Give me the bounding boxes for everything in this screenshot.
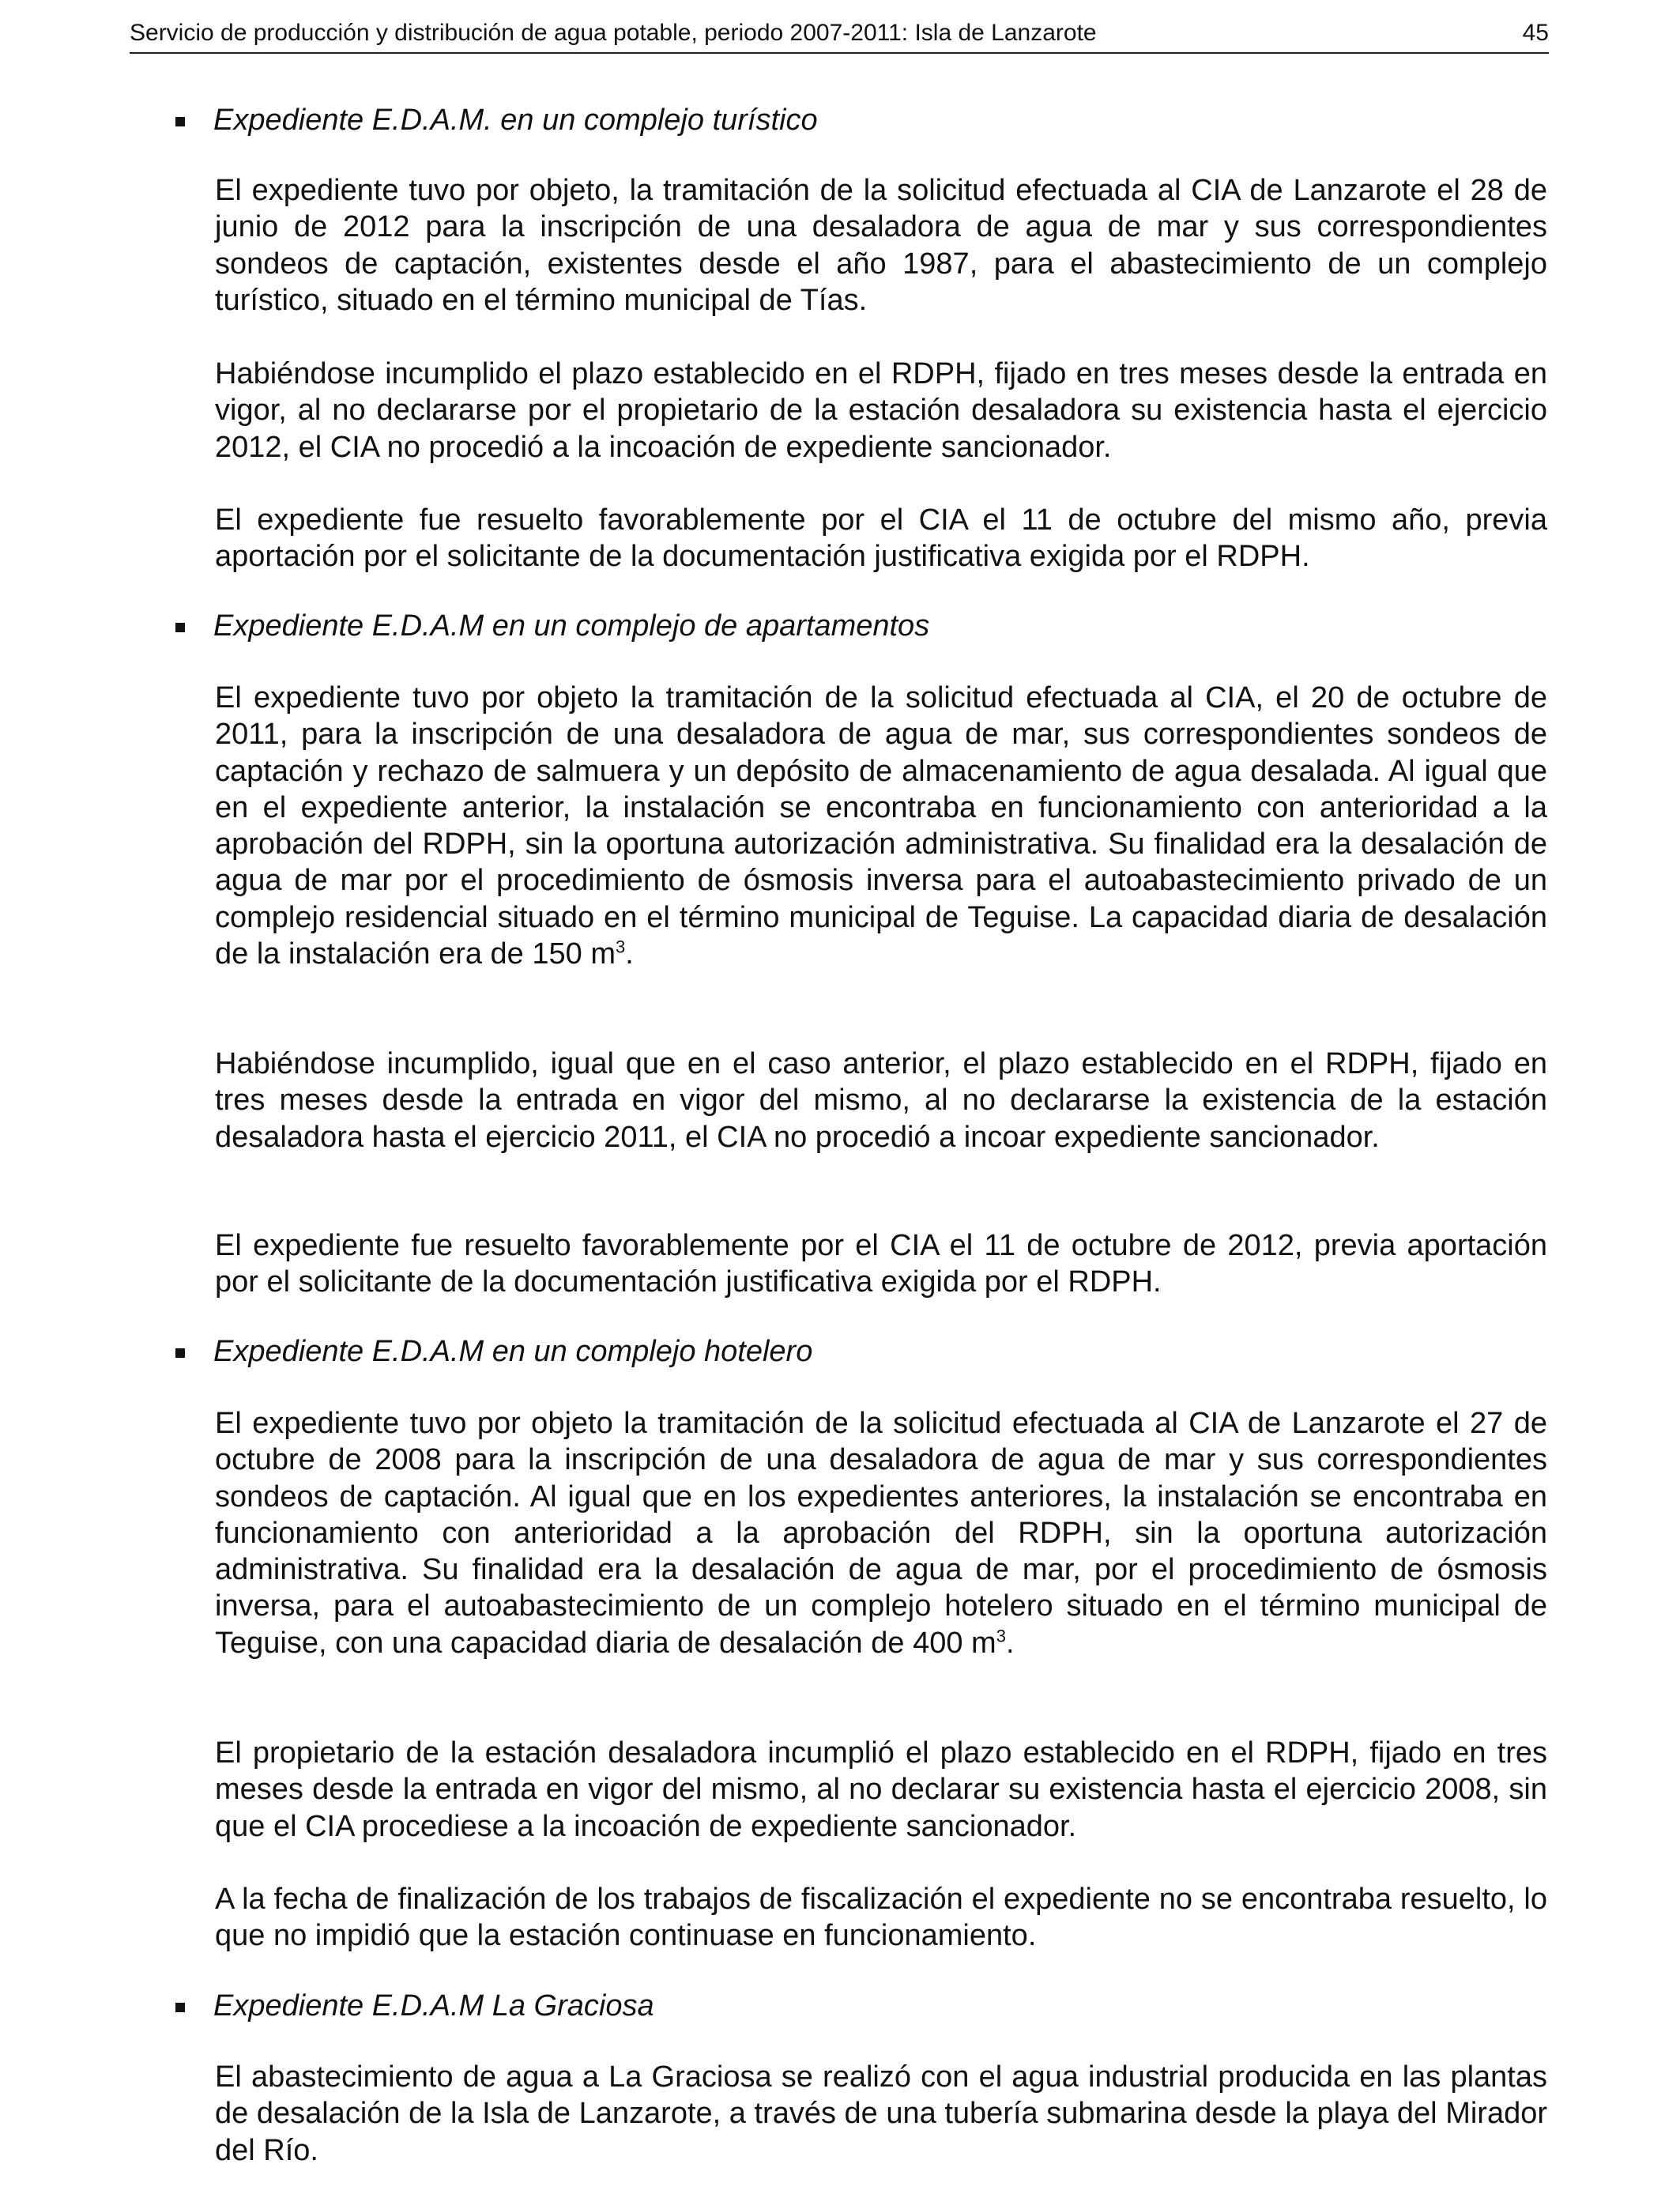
bullet-square-icon: [175, 1348, 185, 1358]
bullet-square-icon: [175, 623, 185, 632]
paragraph: El expediente fue resuelto favorablemente por el CIA el 11 de octubre de 2012, previa aportación por el solicitante de la documentación justificativa exigida por el RDPH.: [215, 1229, 1547, 1299]
running-title: Servicio de producción y distribución de agua potable, periodo 2007-2011: Isla de Lanzarote: [130, 20, 1097, 46]
paragraph: Habiéndose incumplido, igual que en el caso anterior, el plazo establecido en el RDPH, fijado en tres meses desde la entrada en vigor del mismo, al no declararse la existencia de la estación desaladora hasta el ejercicio 2011, el CIA no procedió a incoar expediente sancionador.: [215, 1047, 1547, 1154]
paragraph-text: El expediente tuvo por objeto la tramitación de la solicitud efectuada al CIA de Lanzarote el 27 de octubre de 2008 para la inscripción de una desaladora de agua de mar y sus correspondientes sondeos de captación. Al igual que en los expedientes anteriores, la instalación se encontraba en funcionamiento con anterioridad a la aprobación del RDPH, sin la oportuna autorización administrativa. Su finalidad era la desalación de agua de mar, por el procedimiento de ósmosis inversa, para el autoabastecimiento de un complejo hotelero situado en el término municipal de Teguise, con una capacidad diaria de desalación de 400 m: [215, 1407, 1547, 1660]
paragraph: A la fecha de finalización de los trabajos de fiscalización el expediente no se encontraba resuelto, lo que no impidió que la estación continuase en funcionamiento.: [215, 1883, 1547, 1953]
section-heading: Expediente E.D.A.M en un complejo hotelero: [213, 1335, 813, 1368]
section-heading: Expediente E.D.A.M en un complejo de apartamentos: [213, 609, 930, 643]
paragraph-trail: .: [1005, 1626, 1015, 1660]
bullet-square-icon: [175, 117, 185, 126]
section-heading: Expediente E.D.A.M. en un complejo turístico: [213, 104, 818, 137]
paragraph: [215, 680, 1547, 972]
paragraph: El propietario de la estación desaladora incumplió el plazo establecido en el RDPH, fijado en tres meses desde la entrada en vigor del mismo, al no declarar su existencia hasta el ejercicio 2008, sin que el CIA procediese a la incoación de expediente sancionador.: [215, 1736, 1547, 1843]
paragraph-text: El expediente tuvo por objeto la tramitación de la solicitud efectuada al CIA, el 20 de octubre de 2011, para la inscripción de una desaladora de agua de mar, sus correspondientes sondeos de captación y rechazo de salmuera y un depósito de almacenamiento de agua desalada. Al igual que en el expediente anterior, la instalación se encontraba en funcionamiento con anterioridad a la aprobación del RDPH, sin la oportuna autorización administrativa. Su finalidad era la desalación de agua de mar por el procedimiento de ósmosis inversa para el autoabastecimiento privado de un complejo residencial situado en el término municipal de Teguise. La capacidad diaria de desalación de la instalación era de 150 m: [215, 681, 1547, 971]
paragraph: El expediente tuvo por objeto, la tramitación de la solicitud efectuada al CIA de Lanzarote el 28 de junio de 2012 para la inscripción de una desaladora de agua de mar y sus correspondientes sondeos de captación, existentes desde el año 1987, para el abastecimiento de un complejo turístico, situado en el término municipal de Tías.: [215, 174, 1547, 317]
page-number: 45: [1522, 20, 1549, 46]
paragraph: El expediente fue resuelto favorablemente por el CIA el 11 de octubre del mismo año, previa aportación por el solicitante de la documentación justificativa exigida por el RDPH.: [215, 503, 1547, 574]
paragraph-trail: .: [625, 937, 634, 971]
superscript: 3: [616, 937, 626, 957]
bullet-square-icon: [175, 2003, 185, 2012]
page-header: [130, 17, 1549, 54]
paragraph: Habiéndose incumplido el plazo establecido en el RDPH, fijado en tres meses desde la entrada en vigor, al no declararse por el propietario de la estación desaladora su existencia hasta el ejercicio 2012, el CIA no procedió a la incoación de expediente sancionador.: [215, 357, 1547, 464]
paragraph: El abastecimiento de agua a La Graciosa se realizó con el agua industrial producida en las plantas de desalación de la Isla de Lanzarote, a través de una tubería submarina desde la playa del Mirador del Río.: [215, 2060, 1547, 2167]
superscript: 3: [996, 1626, 1006, 1646]
paragraph: [215, 1405, 1547, 1661]
section-heading: Expediente E.D.A.M La Graciosa: [213, 1989, 654, 2022]
